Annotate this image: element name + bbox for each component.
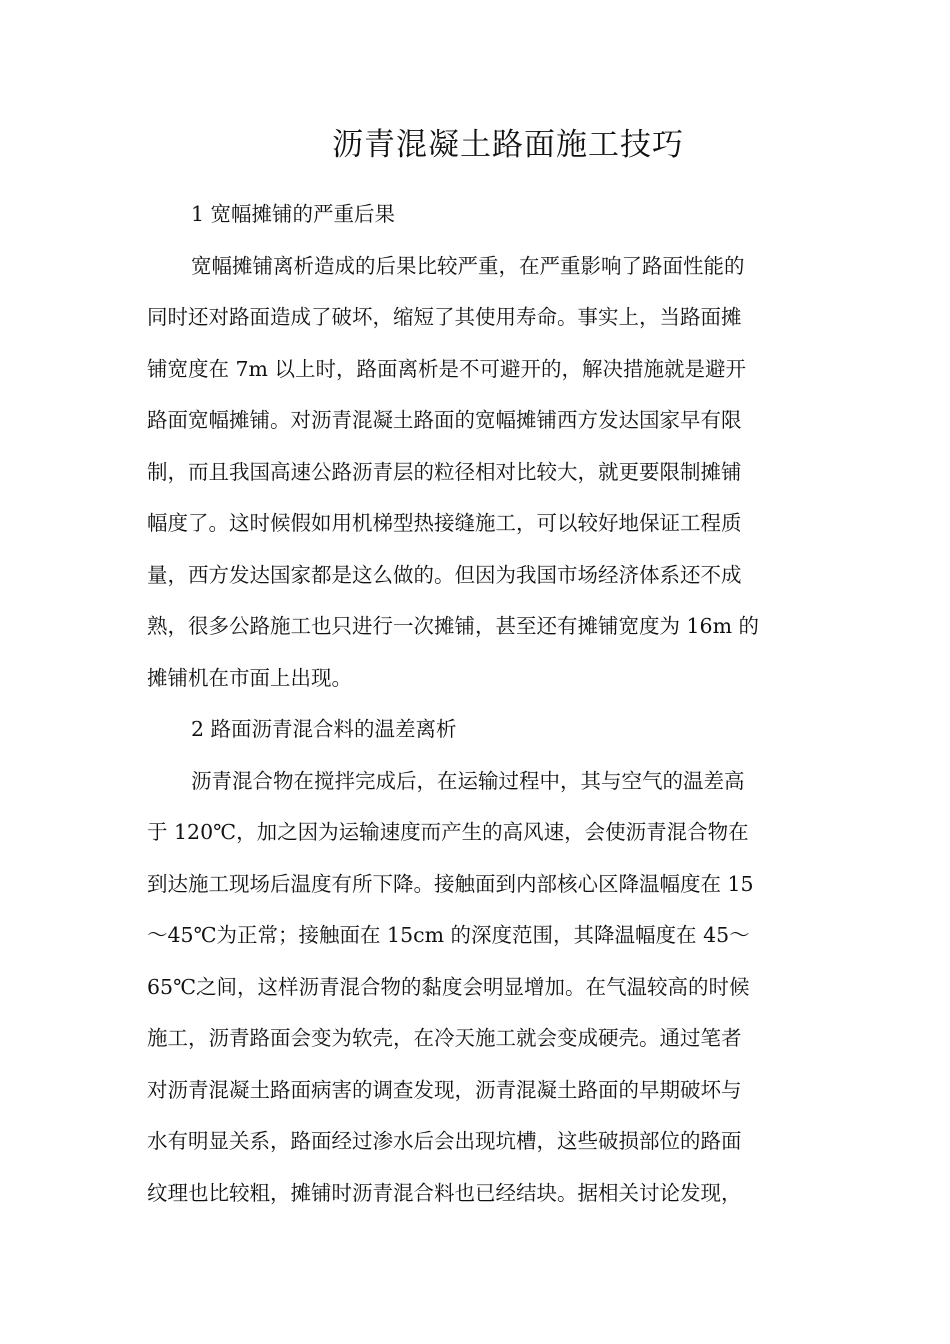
text-line: 制，而且我国高速公路沥青层的粒径相对比较大，就更要限制摊铺 bbox=[147, 459, 742, 484]
text-line: 于 120℃，加之因为运输速度而产生的高风速，会使沥青混合物在 bbox=[147, 820, 749, 844]
text-line: 纹理也比较粗，摊铺时沥青混合料也已经结块。据相关讨论发现， bbox=[147, 1180, 742, 1205]
text-line: 宽幅摊铺离析造成的后果比较严重，在严重影响了路面性能的 bbox=[191, 253, 745, 278]
text-line: 同时还对路面造成了破坏，缩短了其使用寿命。事实上，当路面摊 bbox=[147, 305, 742, 329]
text-line: 水有明显关系，路面经过渗水后会出现坑槽，这些破损部位的路面 bbox=[147, 1129, 742, 1153]
text-line: 熟，很多公路施工也只进行一次摊铺，甚至还有摊铺宽度为 16m 的 bbox=[147, 614, 760, 638]
text-line: 65℃之间，这样沥青混合物的黏度会明显增加。在气温较高的时候 bbox=[147, 974, 750, 999]
text-line: 量，西方发达国家都是这么做的。但因为我国市场经济体系还不成 bbox=[147, 562, 742, 587]
text-line: ～45℃为正常；接触面在 15cm 的深度范围，其降温幅度在 45～ bbox=[147, 923, 750, 947]
text-line: 路面宽幅摊铺。对沥青混凝土路面的宽幅摊铺西方发达国家早有限 bbox=[147, 408, 742, 432]
text-line: 1 宽幅摊铺的严重后果 bbox=[191, 202, 396, 226]
text-line: 幅度了。这时候假如用机梯型热接缝施工，可以较好地保证工程质 bbox=[147, 511, 742, 535]
text-line: 铺宽度在 7m 以上时，路面离析是不可避开的，解决措施就是避开 bbox=[147, 356, 747, 381]
text-line: 对沥青混凝土路面病害的调查发现，沥青混凝土路面的早期破坏与 bbox=[147, 1077, 742, 1102]
text-line: 沥青混合物在搅拌完成后，在运输过程中，其与空气的温差高 bbox=[191, 768, 745, 793]
document-body bbox=[147, 189, 807, 1219]
text-line: 2 路面沥青混合料的温差离析 bbox=[191, 717, 457, 741]
document-title: 沥青混凝土路面施工技巧 bbox=[332, 127, 684, 163]
text-line: 摊铺机在市面上出现。 bbox=[147, 665, 352, 690]
text-line: 到达施工现场后温度有所下降。接触面到内部核心区降温幅度在 15 bbox=[147, 871, 754, 896]
text-line: 施工，沥青路面会变为软壳，在冷天施工就会变成硬壳。通过笔者 bbox=[147, 1026, 742, 1050]
